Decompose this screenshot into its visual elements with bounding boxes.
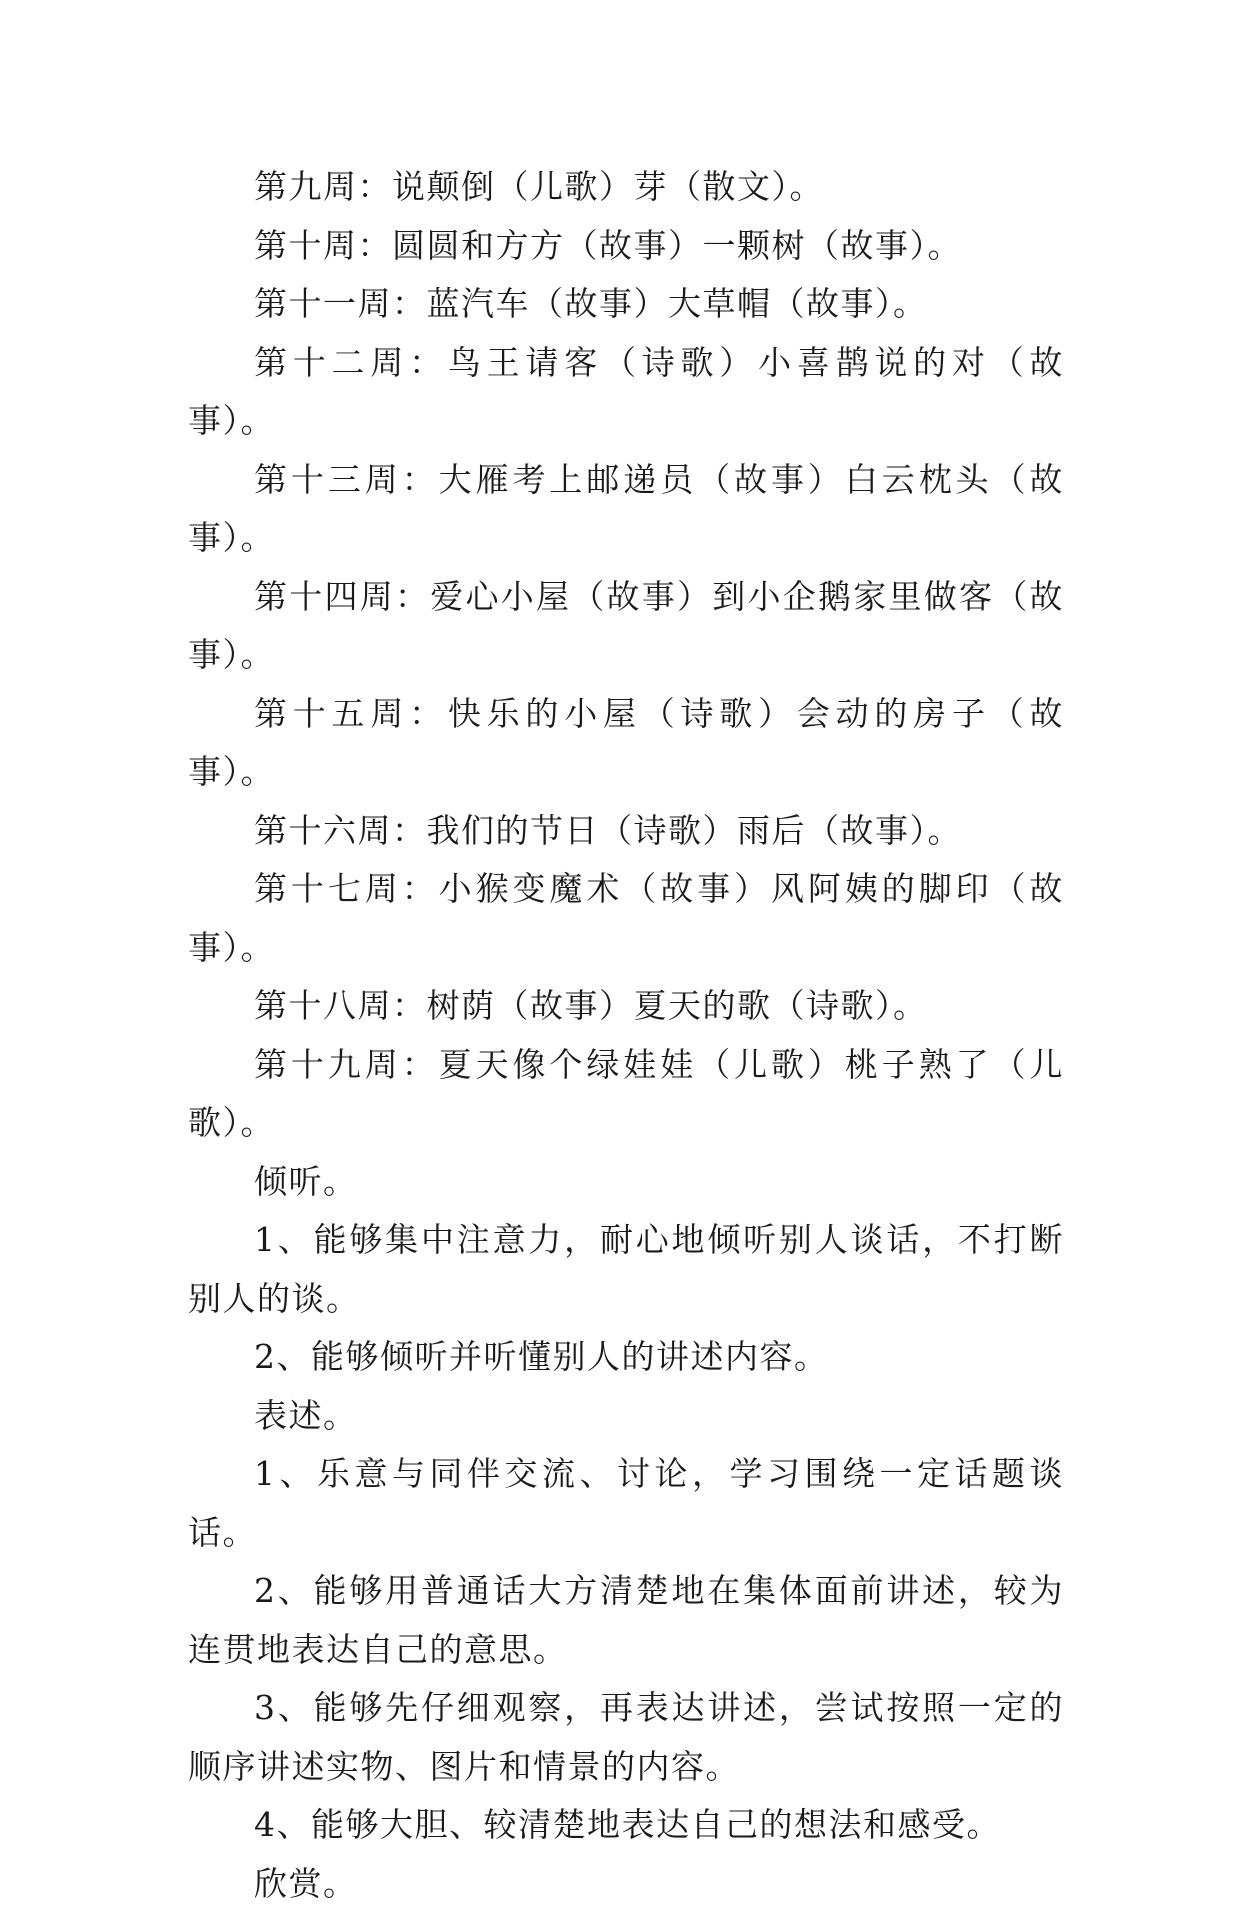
week-15-paragraph: 第十五周：快乐的小屋（诗歌）会动的房子（故事）。 (188, 685, 1064, 802)
listening-item-2: 2、能够倾听并听懂别人的讲述内容。 (188, 1328, 1064, 1387)
expression-heading: 表述。 (188, 1387, 1064, 1446)
week-17-paragraph: 第十七周：小猴变魔术（故事）风阿姨的脚印（故事）。 (188, 860, 1064, 977)
week-14-paragraph: 第十四周：爱心小屋（故事）到小企鹅家里做客（故事）。 (188, 568, 1064, 685)
week-12-paragraph: 第十二周：鸟王请客（诗歌）小喜鹊说的对（故事）。 (188, 334, 1064, 451)
week-9-paragraph: 第九周：说颠倒（儿歌）芽（散文）。 (188, 158, 1064, 217)
document-body (188, 158, 1064, 1913)
expression-item-4: 4、能够大胆、较清楚地表达自己的想法和感受。 (188, 1796, 1064, 1855)
expression-item-2: 2、能够用普通话大方清楚地在集体面前讲述，较为连贯地表达自己的意思。 (188, 1562, 1064, 1679)
listening-heading: 倾听。 (188, 1153, 1064, 1212)
expression-item-3: 3、能够先仔细观察，再表达讲述，尝试按照一定的顺序讲述实物、图片和情景的内容。 (188, 1679, 1064, 1796)
week-16-paragraph: 第十六周：我们的节日（诗歌）雨后（故事）。 (188, 802, 1064, 861)
week-10-paragraph: 第十周：圆圆和方方（故事）一颗树（故事）。 (188, 217, 1064, 276)
week-13-paragraph: 第十三周：大雁考上邮递员（故事）白云枕头（故事）。 (188, 451, 1064, 568)
week-18-paragraph: 第十八周：树荫（故事）夏天的歌（诗歌）。 (188, 977, 1064, 1036)
listening-item-1: 1、能够集中注意力，耐心地倾听别人谈话，不打断别人的谈。 (188, 1211, 1064, 1328)
week-11-paragraph: 第十一周：蓝汽车（故事）大草帽（故事）。 (188, 275, 1064, 334)
week-19-paragraph: 第十九周：夏天像个绿娃娃（儿歌）桃子熟了（儿歌）。 (188, 1036, 1064, 1153)
expression-item-1: 1、乐意与同伴交流、讨论，学习围绕一定话题谈话。 (188, 1445, 1064, 1562)
appreciation-heading: 欣赏。 (188, 1855, 1064, 1913)
